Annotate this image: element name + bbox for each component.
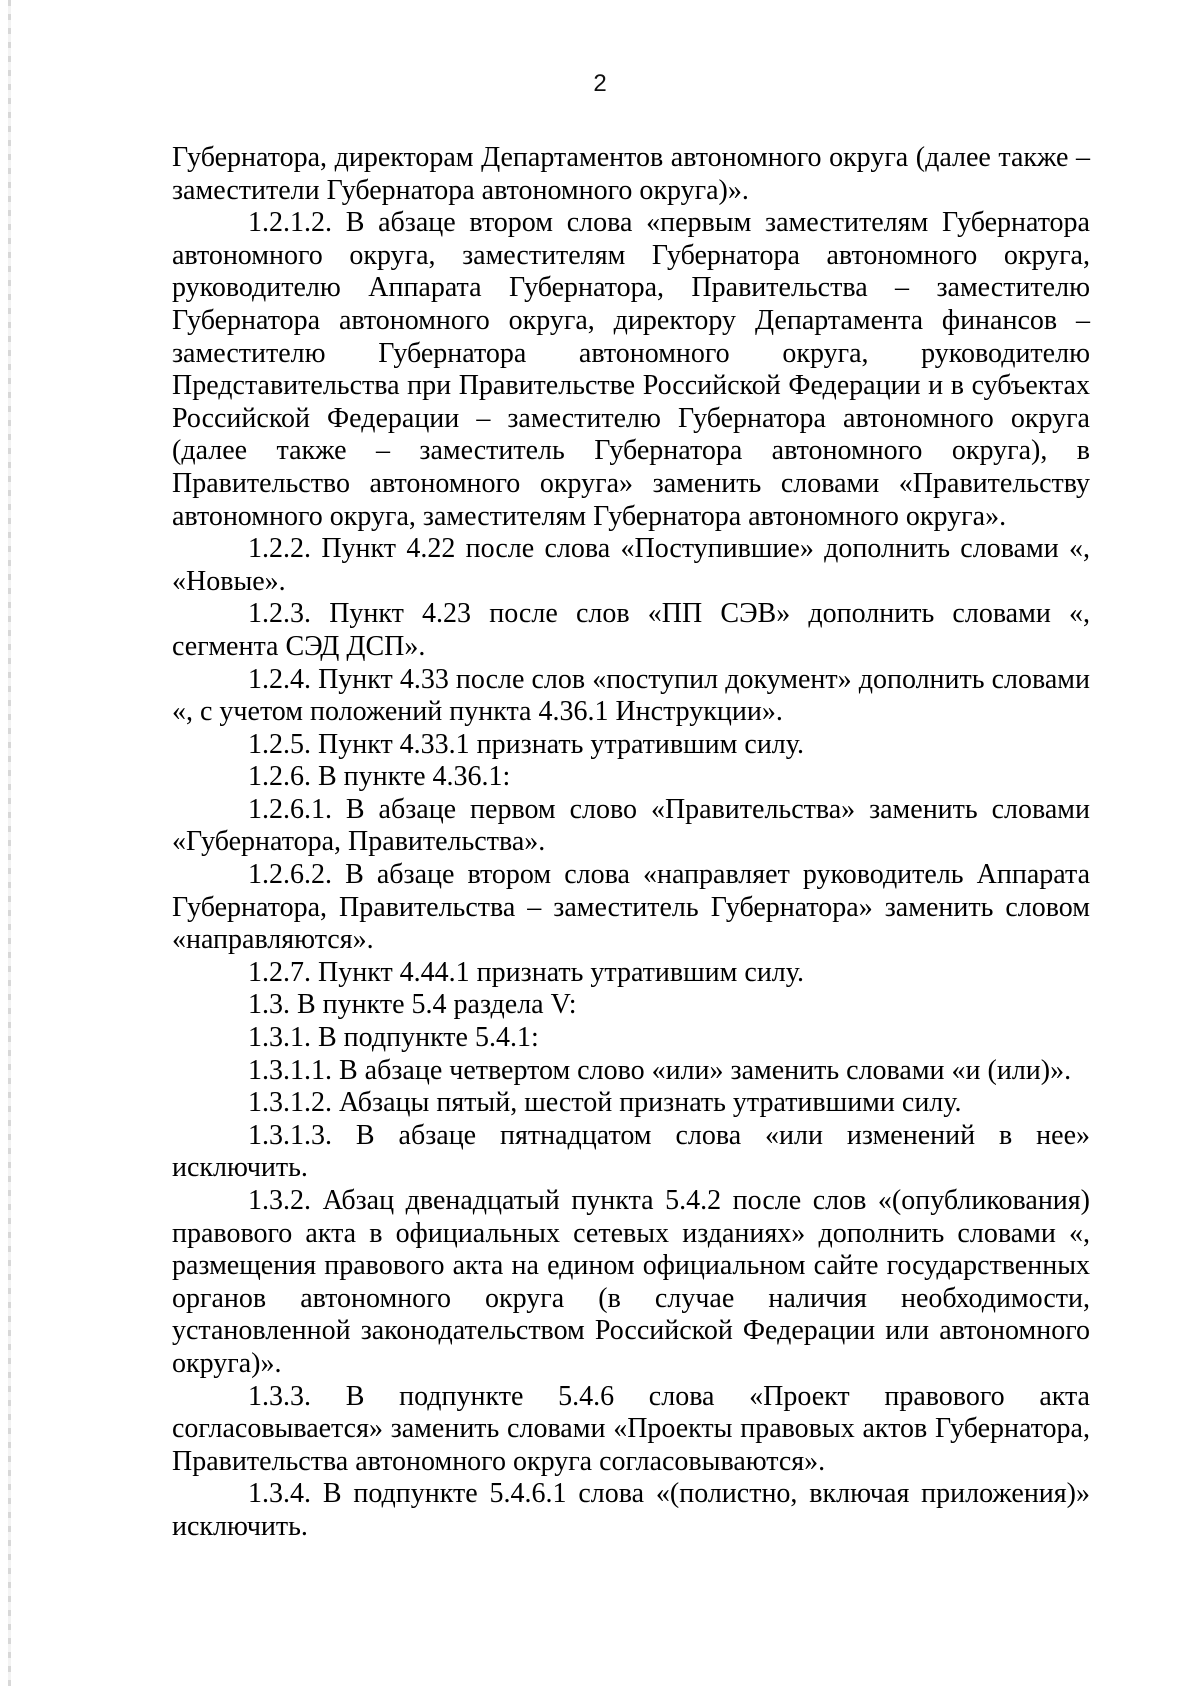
paragraph-1-2-1-2: 1.2.1.2. В абзаце втором слова «первым заместителям Губернатора автономного округа, заместителям Губернатора автономного округа, руководителю Аппарата Губернатора, Правительства – заместителю Губернатора автономного округа, директору Департамента финансов – заместителю Губернатора автономного округа, руководителю Представительства при Правительстве Российской Федерации и в субъектах Российской Федерации – заместителю Губернатора автономного округа (далее также – заместитель Губернатора автономного округа), в Правительство автономного округа» заменить словами «Правительству автономного округа, заместителям Губернатора автономного округа».: [172, 207, 1090, 532]
paragraph-1-2-6: 1.2.6. В пункте 4.36.1:: [248, 761, 511, 793]
paragraph-1-3-1: 1.3.1. В подпункте 5.4.1:: [248, 1022, 539, 1054]
paragraph-1-3: 1.3. В пункте 5.4 раздела V:: [248, 989, 577, 1021]
paragraph-1-3-1-2: 1.3.1.2. Абзацы пятый, шестой признать утратившими силу.: [248, 1087, 962, 1119]
page-number: 2: [593, 70, 607, 97]
paragraph-continuation: Губернатора, директорам Департаментов автономного округа (далее также – заместители Губернатора автономного округа)».: [172, 142, 1090, 206]
paragraph-1-2-6-1: 1.2.6.1. В абзаце первом слово «Правительства» заменить словами «Губернатора, Правительства».: [172, 793, 1090, 858]
paragraph-1-2-5: 1.2.5. Пункт 4.33.1 признать утратившим силу.: [248, 728, 804, 760]
paragraph-1-2-7: 1.2.7. Пункт 4.44.1 признать утратившим силу.: [248, 956, 804, 988]
paragraph-1-3-1-1: 1.3.1.1. В абзаце четвертом слово «или» заменить словами «и (или)».: [248, 1054, 1072, 1086]
paragraph-1-2-2: 1.2.2. Пункт 4.22 после слова «Поступившие» дополнить словами «, «Новые».: [172, 533, 1090, 597]
paragraph-1-3-1-3: 1.3.1.3. В абзаце пятнадцатом слова «или изменений в нее» исключить.: [172, 1119, 1090, 1184]
paragraph-1-2-6-2: 1.2.6.2. В абзаце втором слова «направляет руководитель Аппарата Губернатора, Правительства – заместитель Губернатора» заменить словом «направляются».: [172, 859, 1090, 956]
paragraph-1-3-4: 1.3.4. В подпункте 5.4.6.1 слова «(полистно, включая приложения)» исключить.: [172, 1478, 1090, 1542]
scan-binding-edge: [8, 0, 11, 1686]
paragraph-1-2-4: 1.2.4. Пункт 4.33 после слов «поступил документ» дополнить словами «, с учетом положений пункта 4.36.1 Инструкции».: [172, 663, 1090, 728]
paragraph-1-3-2: 1.3.2. Абзац двенадцатый пункта 5.4.2 после слов «(опубликования) правового акта в официальных сетевых изданиях» дополнить словами «, размещения правового акта на едином официальном сайте государственных органов автономного округа (в случае наличия необходимости, установленной законодательством Российской Федерации или автономного округа)».: [172, 1185, 1090, 1379]
paragraph-1-2-3: 1.2.3. Пункт 4.23 после слов «ПП СЭВ» дополнить словами «, сегмента СЭД ДСП».: [172, 598, 1090, 662]
paragraph-1-3-3: 1.3.3. В подпункте 5.4.6 слова «Проект правового акта согласовывается» заменить словами «Проекты правовых актов Губернатора, Правительства автономного округа согласовываются».: [172, 1380, 1090, 1477]
document-body: [172, 142, 1090, 1544]
